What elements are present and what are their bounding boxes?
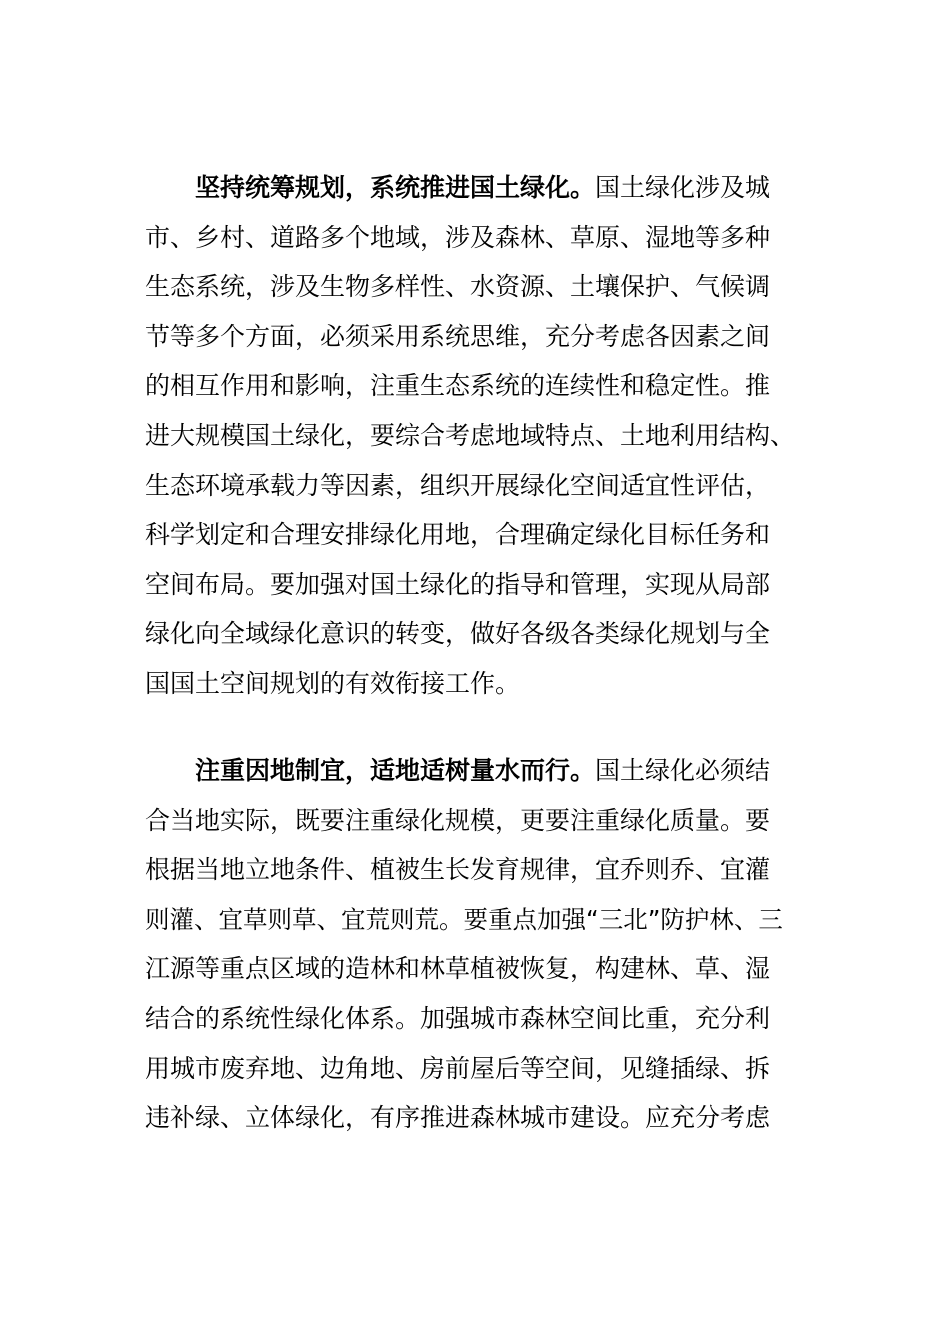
paragraph-line: 国国土空间规划的有效衔接工作。 xyxy=(145,668,521,698)
paragraph-line: 用城市废弃地、边角地、房前屋后等空间，见缝插绿、拆 xyxy=(145,1053,771,1083)
paragraph-line: 结合的系统性绿化体系。加强城市森林空间比重，充分利 xyxy=(145,1003,771,1033)
paragraph-line: 合当地实际，既要注重绿化规模，更要注重绿化质量。要 xyxy=(145,805,771,835)
paragraph-first-line xyxy=(145,163,795,213)
paragraph-line: 违补绿、立体绿化，有序推进森林城市建设。应充分考虑 xyxy=(145,1103,771,1133)
paragraph-line: 空间布局。要加强对国土绿化的指导和管理，实现从局部 xyxy=(145,569,771,599)
paragraph-lead-heading: 注重因地制宜，适地适树量水而行。 xyxy=(195,756,596,785)
paragraph-line: 则灌、宜草则草、宜荒则荒。要重点加强“三北”防护林、三 xyxy=(145,904,783,934)
paragraph-line: 的相互作用和影响，注重生态系统的连续性和稳定性。推 xyxy=(145,371,771,401)
paragraph-line: 国土绿化涉及城 xyxy=(595,173,771,202)
paragraph-planning xyxy=(145,163,795,709)
paragraph-lead-heading: 坚持统筹规划，系统推进国土绿化。 xyxy=(195,173,596,202)
paragraph-line: 市、乡村、道路多个地域，涉及森林、草原、湿地等多种 xyxy=(145,222,771,252)
paragraph-line: 节等多个方面，必须采用系统思维，充分考虑各因素之间 xyxy=(145,321,771,351)
paragraph-line: 生态系统，涉及生物多样性、水资源、土壤保护、气候调 xyxy=(145,272,771,302)
paragraph-first-line xyxy=(145,746,795,796)
paragraph-local-conditions xyxy=(145,746,795,1143)
paragraph-line: 江源等重点区域的造林和林草植被恢复，构建林、草、湿 xyxy=(145,954,771,984)
paragraph-line: 科学划定和合理安排绿化用地，合理确定绿化目标任务和 xyxy=(145,520,771,550)
paragraph-line: 生态环境承载力等因素，组织开展绿化空间适宜性评估， xyxy=(145,470,771,500)
paragraph-line: 根据当地立地条件、植被生长发育规律，宜乔则乔、宜灌 xyxy=(145,855,771,885)
paragraph-line: 国土绿化必须结 xyxy=(595,756,771,785)
paragraph-line: 进大规模国土绿化，要综合考虑地域特点、土地利用结构、 xyxy=(145,420,796,450)
paragraph-line: 绿化向全域绿化意识的转变，做好各级各类绿化规划与全 xyxy=(145,619,771,649)
